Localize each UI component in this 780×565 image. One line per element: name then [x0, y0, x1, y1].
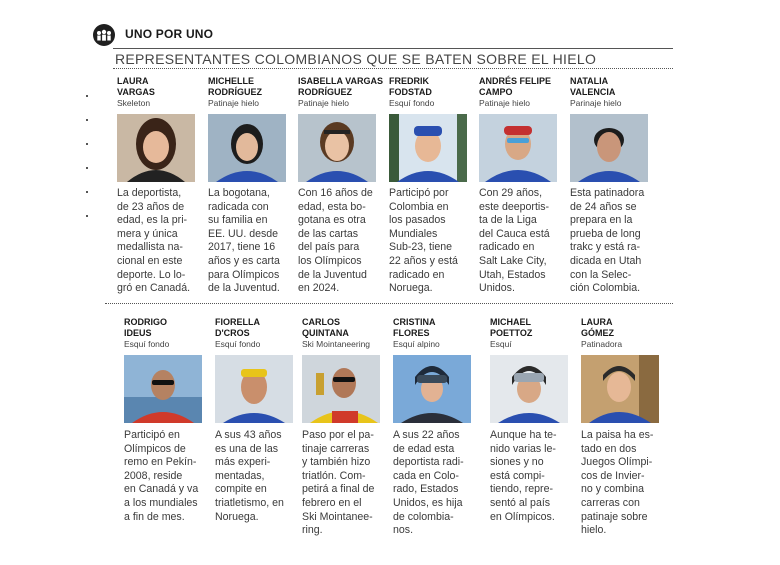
bio-line: Esta patinadora [570, 187, 645, 199]
bio-line: dicada en Utah [570, 254, 642, 267]
bio-line: Con 16 años de [298, 187, 373, 199]
bio-line: Sub-23, tiene [389, 241, 453, 254]
bio-line: sentó al país [490, 496, 551, 509]
athlete-bio [117, 187, 201, 296]
bio-line: con la Selec- [570, 268, 632, 281]
bio-line: triatletismo, en [215, 496, 284, 509]
athlete-name: ANDRÉS FELIPE [479, 76, 552, 86]
athlete-name: VALENCIA [570, 87, 616, 97]
athlete-name: FIORELLA [215, 317, 260, 327]
athlete-bio [302, 429, 386, 538]
athlete-bio [208, 187, 292, 296]
athlete-name: D'CROS [215, 328, 250, 338]
bio-line: Utah, Estados [479, 268, 546, 281]
bio-line: Participó en [124, 429, 180, 441]
athlete-name: GÓMEZ [581, 328, 614, 338]
athlete-bio [124, 429, 208, 524]
bio-line: Paso por el pa- [302, 429, 374, 441]
bio-line: es una de las [215, 442, 279, 455]
athlete-discipline: Esquí fondo [215, 339, 261, 349]
athlete-discipline: Skeleton [117, 98, 151, 108]
athlete-card [581, 317, 669, 350]
athlete-name: LAURA [581, 317, 613, 327]
athlete-name: IDEUS [124, 328, 152, 338]
bio-line: los Olímpicos [298, 254, 362, 267]
bio-line: prueba de long [570, 227, 641, 240]
athlete-photo [298, 114, 376, 182]
athlete-discipline: Patinaje hielo [298, 98, 350, 108]
bio-line: febrero en el [302, 496, 362, 509]
bio-line: La bogotana, [208, 187, 270, 199]
athlete-photo [208, 114, 286, 182]
athlete-card [298, 76, 386, 109]
margin-marks [86, 95, 88, 239]
bio-line: de la Juventud. [208, 282, 280, 295]
bio-line: de 24 años se [570, 200, 637, 213]
dotted-divider-top [113, 68, 673, 69]
bio-line: de 23 años de [117, 200, 185, 213]
athlete-discipline: Esquí [490, 339, 512, 349]
bio-line: medallista na- [117, 241, 183, 254]
athlete-card [393, 317, 481, 350]
bio-line: radicado en [389, 268, 445, 281]
athlete-bio [389, 187, 473, 296]
bio-line: está compi- [490, 469, 545, 482]
bio-line: Salt Lake City, [479, 254, 547, 267]
athlete-name: POETTOZ [490, 328, 533, 338]
bio-line: La paisa ha es- [581, 429, 654, 441]
bio-line: cional en este [117, 254, 183, 267]
athlete-bio [581, 429, 665, 538]
bio-line: de la Juventud [298, 268, 367, 281]
bio-line: en 2024. [298, 282, 340, 295]
bio-line: edad, es la pri- [117, 214, 188, 227]
bio-line: A sus 22 años [393, 429, 460, 441]
bio-line: Olímpicos de [124, 442, 186, 455]
athlete-photo [302, 355, 380, 423]
athlete-card [389, 76, 477, 109]
bio-line: Mundiales [389, 227, 438, 240]
athlete-name: VARGAS [117, 87, 155, 97]
bio-line: deportista radi- [393, 456, 464, 469]
bio-line: radicado en [479, 241, 535, 254]
bio-line: ring. [302, 524, 323, 537]
athlete-bio [479, 187, 563, 296]
bio-line: 22 años y está [389, 254, 458, 267]
athlete-photo [389, 114, 467, 182]
bio-line: radicada con [208, 200, 269, 213]
bio-line: a fin de mes. [124, 510, 185, 523]
athlete-name: FLORES [393, 328, 430, 338]
bio-line: edad, esta bo- [298, 200, 366, 213]
bio-line: mentadas, [215, 469, 265, 482]
bio-line: cada en Colo- [393, 469, 459, 482]
bio-line: Unidos. [479, 282, 515, 295]
bio-line: La deportista, [117, 187, 182, 199]
athlete-bio [570, 187, 654, 296]
bio-line: en Canadá y va [124, 483, 199, 496]
athlete-photo [570, 114, 648, 182]
athlete-name: QUINTANA [302, 328, 349, 338]
athlete-name: MICHAEL [490, 317, 531, 327]
athlete-card [117, 76, 205, 109]
athlete-name: RODRÍGUEZ [298, 87, 352, 97]
bio-line: de edad esta [393, 442, 455, 455]
bio-line: remo en Pekín- [124, 456, 197, 469]
bio-line: A sus 43 años [215, 429, 282, 441]
athlete-name: FREDRIK [389, 76, 429, 86]
athlete-bio [490, 429, 574, 524]
athlete-discipline: Esquí alpino [393, 339, 440, 349]
athlete-name: RODRÍGUEZ [208, 87, 262, 97]
bio-line: nido varias le- [490, 442, 556, 455]
athlete-photo [117, 114, 195, 182]
athlete-photo [490, 355, 568, 423]
bio-line: tado en dos [581, 442, 637, 455]
bio-line: patinaje sobre [581, 510, 648, 523]
athlete-name: NATALIA [570, 76, 609, 86]
athlete-card [302, 317, 390, 350]
bio-line: en Olímpicos. [490, 510, 555, 523]
bio-line: carreras con [581, 496, 640, 509]
bio-line: gró en Canadá. [117, 282, 191, 295]
athlete-discipline: Patinadora [581, 339, 623, 349]
bio-line: nos. [393, 524, 414, 537]
athlete-card [490, 317, 578, 350]
bio-line: a los mundiales [124, 496, 198, 509]
dotted-divider-middle [105, 303, 673, 304]
bio-line: no y combina [581, 483, 645, 496]
bio-line: 2017, tiene 16 [208, 241, 276, 254]
athlete-discipline: Ski Mointaneering [302, 339, 371, 349]
athlete-card [479, 76, 567, 109]
bio-line: Juegos Olímpi- [581, 456, 653, 469]
bio-line: petirá a final de [302, 483, 375, 496]
people-group-icon [93, 24, 115, 46]
athlete-discipline: Parinaje hielo [570, 98, 622, 108]
bio-line: gotana es otra [298, 214, 366, 227]
athlete-discipline: Patinaje hielo [208, 98, 260, 108]
bio-line: para Olímpicos [208, 268, 280, 281]
bio-line: años y es carta [208, 254, 280, 267]
athlete-photo [215, 355, 293, 423]
bio-line: prepara en la [570, 214, 633, 227]
athlete-name: FODSTAD [389, 87, 432, 97]
bio-line: ta de la Liga [479, 214, 537, 227]
athlete-card [208, 76, 296, 109]
bio-line: Noruega. [215, 510, 259, 523]
athlete-discipline: Esquí fondo [389, 98, 435, 108]
bio-line: este deeportis- [479, 200, 550, 213]
athlete-name: ISABELLA VARGAS [298, 76, 384, 86]
athlete-name: CAMPO [479, 87, 513, 97]
bio-line: más experi- [215, 456, 271, 469]
bio-line: mera y única [117, 227, 178, 240]
bio-line: triatlón. Com- [302, 469, 366, 482]
athlete-name: LAURA [117, 76, 149, 86]
bio-line: siones y no [490, 456, 544, 469]
bio-line: de colombia- [393, 510, 454, 523]
athlete-bio [393, 429, 477, 538]
bio-line: Noruega. [389, 282, 433, 295]
athlete-photo [124, 355, 202, 423]
bio-line: deporte. Lo lo- [117, 268, 186, 281]
athlete-name: CRISTINA [393, 317, 436, 327]
athlete-name: RODRIGO [124, 317, 168, 327]
bio-line: Con 29 años, [479, 187, 543, 199]
athlete-discipline: Patinaje hielo [479, 98, 531, 108]
bio-line: 2008, reside [124, 469, 183, 482]
athlete-photo [581, 355, 659, 423]
athlete-card [124, 317, 212, 350]
page-title: REPRESENTANTES COLOMBIANOS QUE SE BATEN SOBRE EL HIELO [115, 51, 597, 67]
bio-line: y también hizo [302, 456, 371, 469]
bio-line: hielo. [581, 524, 607, 537]
bio-line: su familia en [208, 214, 268, 227]
athlete-discipline: Esquí fondo [124, 339, 170, 349]
athlete-name: CARLOS [302, 317, 340, 327]
athlete-card [215, 317, 303, 350]
title-divider [113, 48, 673, 49]
bio-line: Ski Mointanee- [302, 510, 373, 523]
bio-line: tinaje carreras [302, 442, 370, 455]
athlete-bio [298, 187, 382, 296]
bio-line: de las cartas [298, 227, 359, 240]
bio-line: Colombia en [389, 200, 449, 213]
bio-line: los pasados [389, 214, 446, 227]
bio-line: trakc y está ra- [570, 241, 641, 254]
bio-line: Aunque ha te- [490, 429, 557, 441]
bio-line: del país para [298, 241, 360, 254]
athlete-name: MICHELLE [208, 76, 254, 86]
bio-line: Participó por [389, 187, 449, 199]
bio-line: ción Colombia. [570, 282, 641, 295]
bio-line: compite en [215, 483, 267, 496]
bio-line: del Cauca está [479, 227, 550, 240]
athlete-photo [479, 114, 557, 182]
athlete-bio [215, 429, 299, 524]
bio-line: rado, Estados [393, 483, 459, 496]
bio-line: EE. UU. desde [208, 227, 279, 240]
athlete-card [570, 76, 658, 109]
section-label: UNO POR UNO [125, 27, 214, 41]
bio-line: tiendo, repre- [490, 483, 554, 496]
bio-line: Unidos, es hija [393, 496, 463, 509]
bio-line: cos de Invier- [581, 469, 645, 482]
athlete-photo [393, 355, 471, 423]
